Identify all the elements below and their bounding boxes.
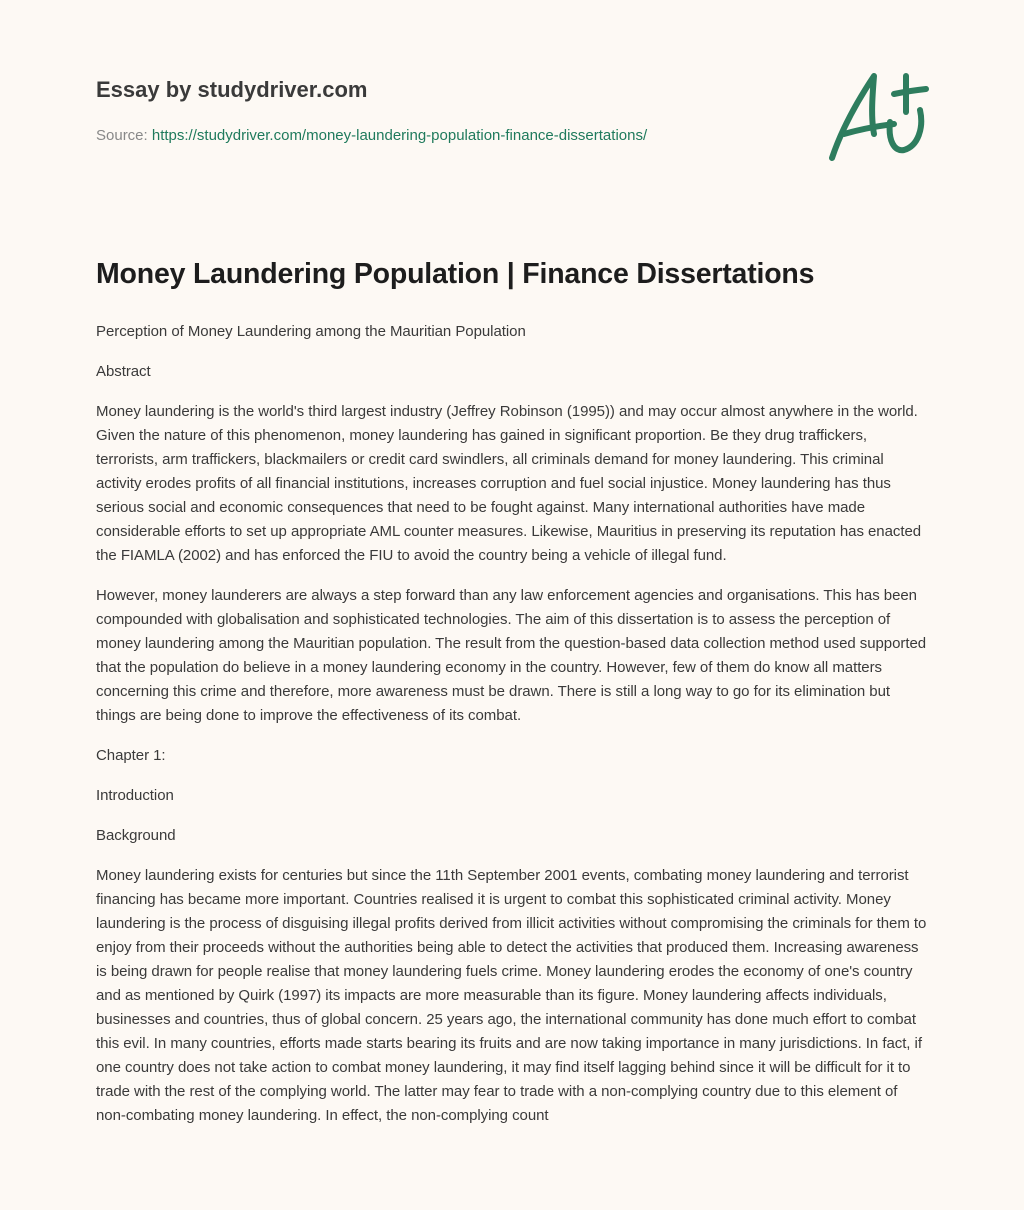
abstract-paragraph-2: However, money launderers are always a step forward than any law enforcement agencies and organisations. This has been compounded with globalisation and sophisticated technologies. The aim of this dissertation is to assess the perception of money laundering among the Mauritian population. The result from the question-based data collection method used supported that the population do believe in a money laundering economy in the country. However, few of them do know all matters concerning this crime and therefore, more awareness must be drawn. There is still a long way to go for its elimination but things are being done to improve the effectiveness of its combat. bbox=[96, 587, 927, 724]
background-paragraph: Money laundering exists for centuries but since the 11th September 2001 events, combating money laundering and terrorist financing has became more important. Countries realised it is urgent to combat this sophisticated criminal activity. Money laundering is the process of disguising illegal profits derived from illicit activities without compromising the criminals for them to enjoy from their proceeds without the authorities being able to detect the activities that produced them. Increasing awareness is being drawn for people realise that money laundering fuels crime. Money laundering erodes the economy of one's country and as mentioned by Quirk (1997) its impacts are more measurable than its figure. Money laundering affects individuals, businesses and countries, thus of global concern. 25 years ago, the international community has done much effort to combat this evil. In many countries, efforts made starts bearing its fruits and are now taking importance in many jurisdictions. In fact, if one country does not take action to combat money laundering, it may find itself lagging behind since it will be difficult for it to trade with the rest of the complying world. The latter may fear to trade with a non-complying country due to this element of non-combating money laundering. In effect, the non-complying count bbox=[96, 867, 927, 1124]
a-plus-grade-icon bbox=[822, 66, 932, 166]
abstract-paragraph-1: Money laundering is the world's third largest industry (Jeffrey Robinson (1995)) and may occur almost anywhere in the world. Given the nature of this phenomenon, money laundering has gained in significant proportion. Be they drug traffickers, terrorists, arm traffickers, blackmailers or credit card swindlers, all criminals demand for money laundering. This criminal activity erodes profits of all financial institutions, increases corruption and fuel social injustice. Money laundering has thus serious social and economic consequences that need to be fought against. Many international authorities have made considerable efforts to set up appropriate AML counter measures. Likewise, Mauritius in preserving its reputation has enacted the FIAMLA (2002) and has enforced the FIU to avoid the country being a vehicle of illegal fund. bbox=[96, 403, 922, 564]
source-label: Source: bbox=[96, 127, 148, 144]
source-line bbox=[96, 126, 926, 146]
source-link[interactable]: https://studydriver.com/money-laundering-population-finance-dissertations/ bbox=[151, 127, 648, 144]
abstract-heading: Abstract bbox=[96, 363, 151, 380]
page-title: Money Laundering Population | Finance Dissertations bbox=[96, 258, 815, 290]
essay-content bbox=[96, 252, 928, 1144]
chapter-heading: Chapter 1: bbox=[96, 747, 166, 764]
page-header bbox=[96, 74, 926, 146]
introduction-heading: Introduction bbox=[96, 787, 174, 804]
subtitle-paragraph: Perception of Money Laundering among the Mauritian Population bbox=[96, 323, 526, 340]
background-heading: Background bbox=[96, 827, 176, 844]
brand-title: Essay by studydriver.com bbox=[96, 77, 368, 102]
